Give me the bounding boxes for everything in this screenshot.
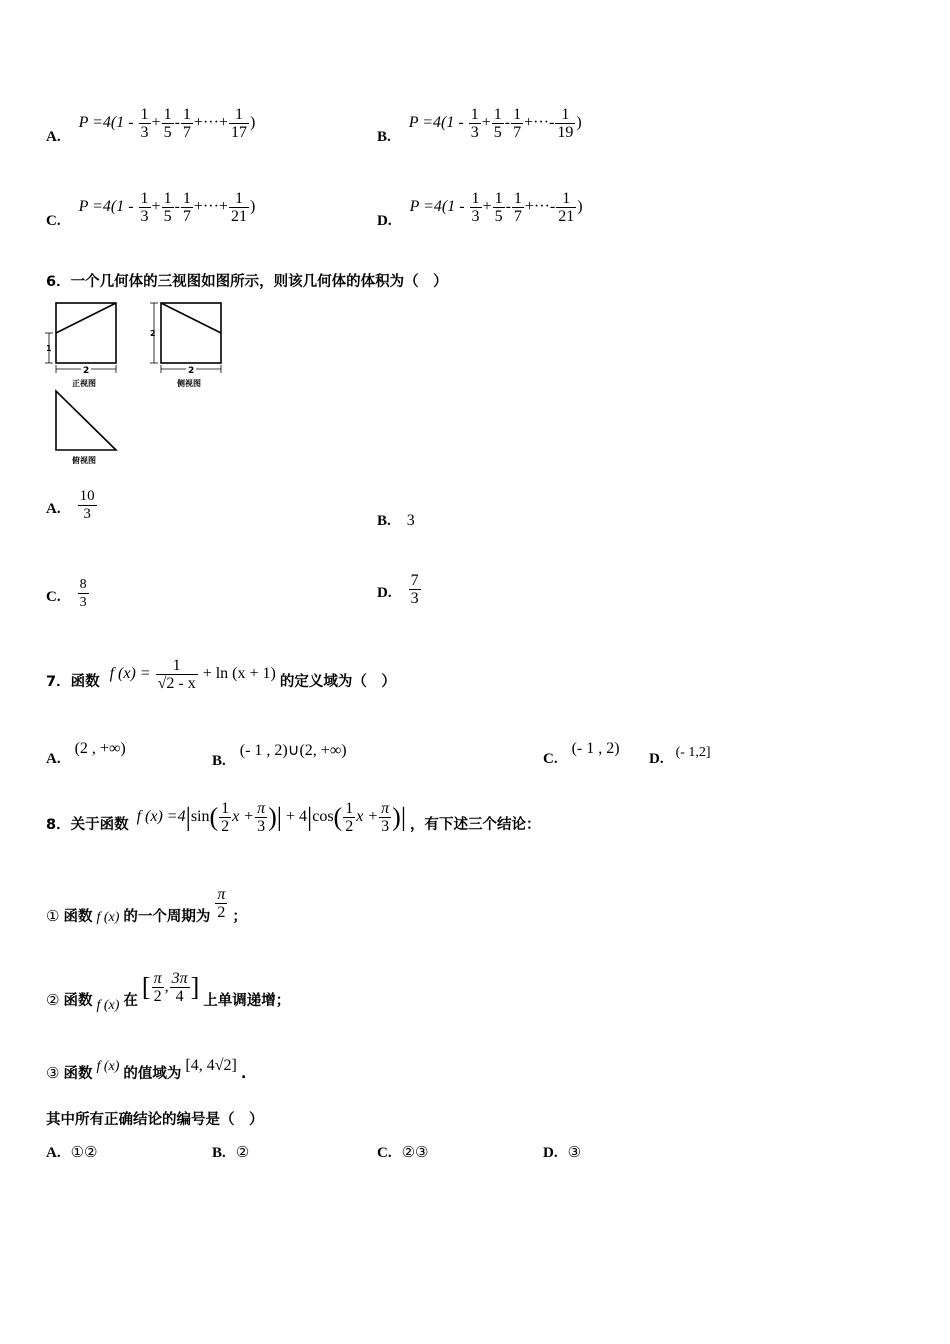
front-dim-height: 1 [46,344,52,353]
q8-option-d[interactable]: D. ③ [543,1143,582,1161]
q8-stem: 8．关于函数 f (x) =4|sin( $\frac{1}{2}$ x + $\frac{\pi}{3}$ )| + 4|cos( $\frac{1}{2}$ x + $\frac{\pi}{3}$ )| ，有下述三个结论： [46,800,541,835]
top-view [56,391,116,465]
q5-option-d-formula: P =4(1 - $\frac{1}{3}$ + $\frac{1}{5}$ - $\frac{1}{7}$ +···- $\frac{1}{21}$ ) [409,190,583,225]
side-view [150,303,221,388]
q7-option-b[interactable]: B. (- 1 , 2)∪(2, +∞) [212,742,347,769]
q7-option-a[interactable]: A. (2 , +∞) [46,740,126,767]
q5-option-a[interactable]: A. P =4(1 - $\frac{1}{3}$ + $\frac{1}{5}$ - $\frac{1}{7}$ +···+ $\frac{1}{17}$ ) [46,106,256,146]
q8-conclusion-1: ① 函数 f (x) 的一个周期为 $\frac{\pi}{2}$ ； [46,886,247,926]
q5-option-c-formula: P =4(1 - $\frac{1}{3}$ + $\frac{1}{5}$ - $\frac{1}{7}$ +···+ $\frac{1}{21}$ ) [78,190,256,225]
q5-option-d[interactable]: D. P =4(1 - $\frac{1}{3}$ + $\frac{1}{5}$ - $\frac{1}{7}$ +···- $\frac{1}{21}$ ) [377,190,583,230]
q8-option-b[interactable]: B. ② [212,1143,250,1161]
front-dim-width: 2 [83,366,90,376]
q8-option-a[interactable]: A. ①② [46,1143,98,1161]
q8-function-formula: f (x) =4|sin( $\frac{1}{2}$ x + $\frac{\pi}{3}$ )| + 4|cos( $\frac{1}{2}$ x + $\frac{\pi}{3}$ )| [136,800,407,835]
q6-option-c[interactable]: C. $\frac{8}{3}$ [46,577,87,610]
q8-conclusion-2: ② 函数 f (x) 在 [ $\frac{\pi}{2}$ , $\frac{3\pi}{4}$ ] 上单调递增； [46,970,291,1014]
top-view-label: 俯视图 [72,456,96,465]
q7-option-c[interactable]: C. (- 1 , 2) [543,740,620,767]
q6-three-view-figure [40,296,240,471]
q6-stem: 6．一个几何体的三视图如图所示，则该几何体的体积为（ ） [46,274,448,290]
q5-option-b-formula: P =4(1 - $\frac{1}{3}$ + $\frac{1}{5}$ - $\frac{1}{7}$ +···- $\frac{1}{19}$ ) [408,106,582,141]
side-view-label: 侧视图 [177,379,201,388]
q5-option-a-formula: P =4(1 - $\frac{1}{3}$ + $\frac{1}{5}$ - $\frac{1}{7}$ +···+ $\frac{1}{17}$ ) [78,106,256,141]
q7-option-d[interactable]: D. (- 1,2] [649,745,711,767]
q8-conclusion-3: ③ 函数 f (x) 的值域为 [4, 4√2] . [46,1057,247,1082]
q5-option-c[interactable]: C. P =4(1 - $\frac{1}{3}$ + $\frac{1}{5}$ - $\frac{1}{7}$ +···+ $\frac{1}{21}$ ) [46,190,256,230]
front-view-label: 正视图 [72,379,96,388]
q6-option-d[interactable]: D. $\frac{7}{3}$ [377,572,419,607]
side-dim-width: 2 [188,366,195,376]
q7-stem: 7．函数 f (x) = $\frac{1}{√2 - x}$ + ln (x + 1) 的定义域为（ ） [46,657,396,692]
q6-option-a[interactable]: A. $\frac{10}{3}$ [46,488,95,522]
front-view [45,303,116,388]
q8-option-c[interactable]: C. ②③ [377,1143,429,1161]
side-dim-height: 2 [150,329,156,338]
q8-question: 其中所有正确结论的编号是（ ） [46,1112,264,1128]
q6-option-b[interactable]: B. 3 [377,512,415,529]
q5-option-b[interactable]: B. P =4(1 - $\frac{1}{3}$ + $\frac{1}{5}$ - $\frac{1}{7}$ +···- $\frac{1}{19}$ ) [377,106,582,146]
